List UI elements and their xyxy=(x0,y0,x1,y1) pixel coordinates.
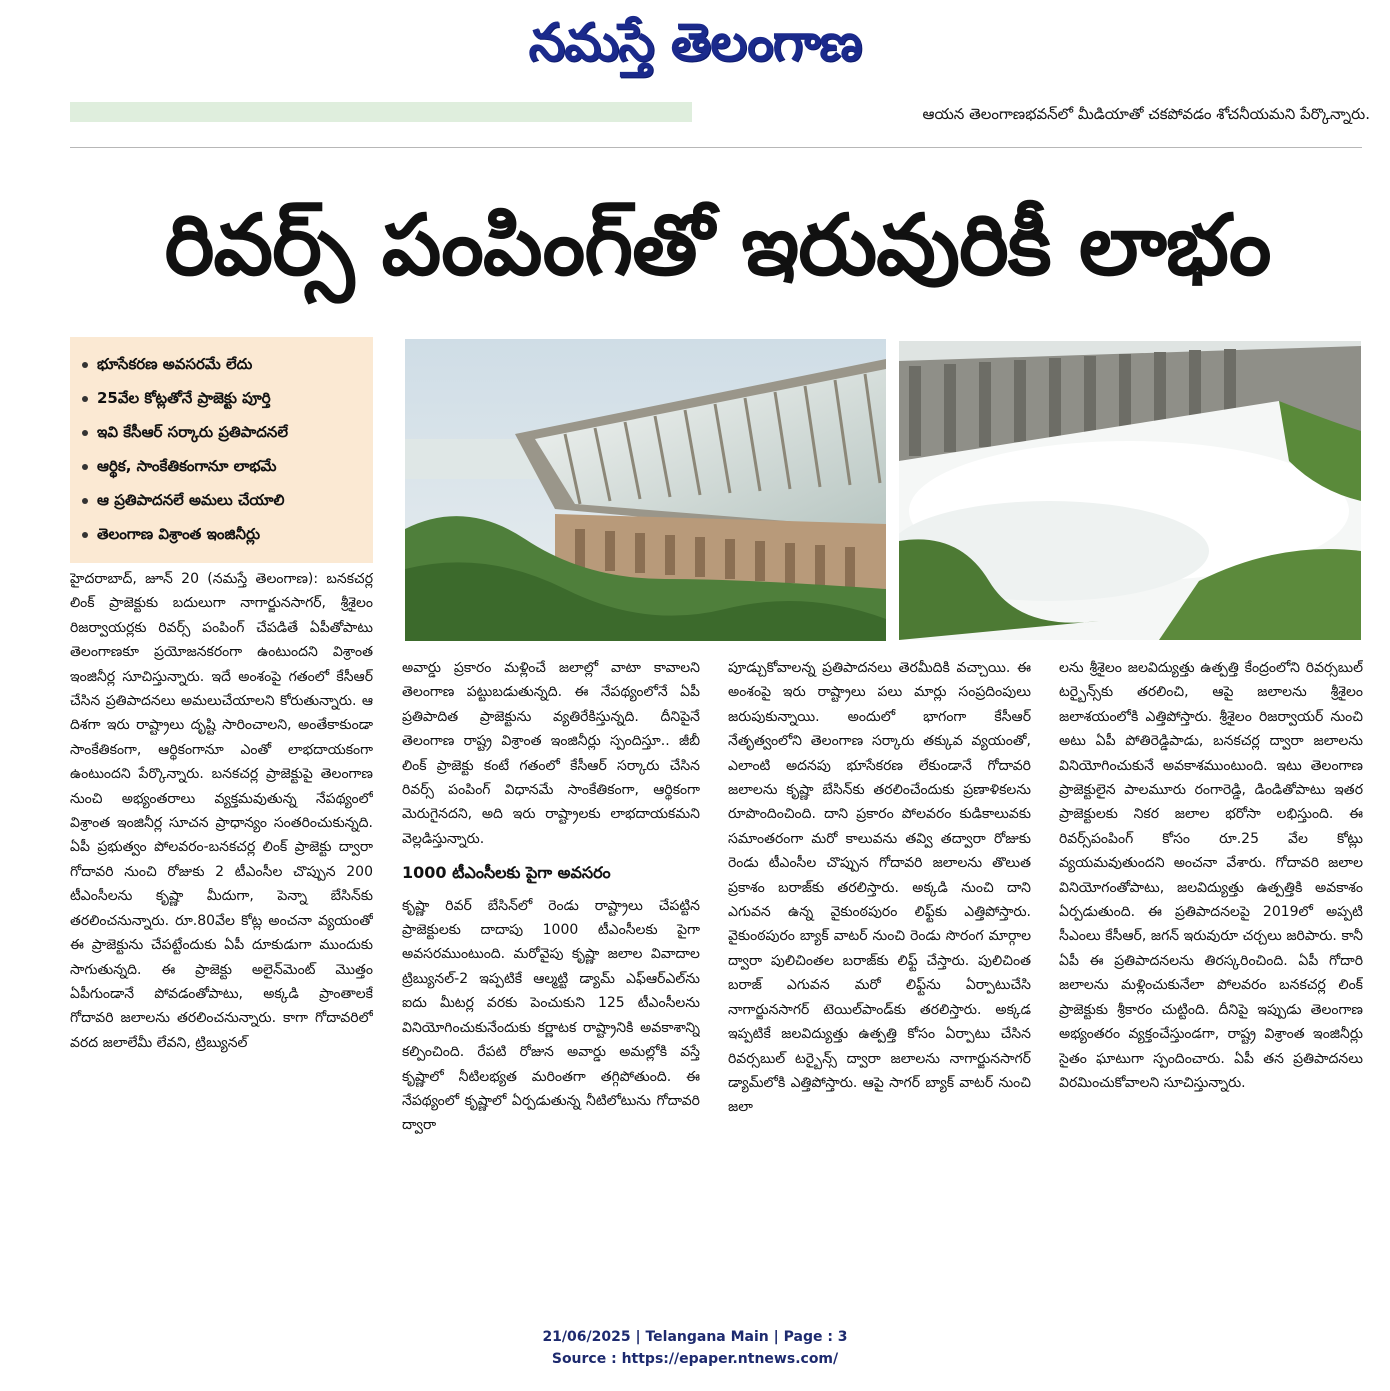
section-subheading: 1000 టీఎంసీలకు పైగా అవసరం xyxy=(402,863,611,883)
newspaper-logo: నమస్తే తెలంగాణ xyxy=(528,13,862,73)
highlight-item: ఇవి కేసీఆర్ సర్కారు ప్రతిపాదనలే xyxy=(82,415,365,449)
paragraph: అవార్డు ప్రకారం మళ్లించే జలాల్లో వాటా కావాలని తెలంగాణ పట్టుబడుతున్నది. ఈ నేపథ్యంలోనే ఏపీ ప్రతిపాదిత ప్రాజెక్టును వ్యతిరేకిస్తున్నది. దీనిపైనే తెలంగాణ రాష్ట్ర విశ్రాంత ఇంజినీర్లు స్పందిస్తూ.. జీబీ లింక్ ప్రాజెక్టు కంటే గతంలో కేసీఆర్ సర్కారు చేసిన రివర్స్ పంపింగ్ విధానమే సాంకేతికంగా, ఆర్థికంగా మెరుగైనదని, అది ఇరు రాష్ట్రాలకు లాభదాయకమని వెల్లడిస్తున్నారు. xyxy=(402,660,700,847)
highlight-item: 25వేల కోట్లతోనే ప్రాజెక్టు పూర్తి xyxy=(82,381,365,415)
dam-photo-icon xyxy=(405,339,886,641)
article-column-2 xyxy=(402,656,700,1277)
header-divider xyxy=(70,147,1362,148)
highlights-box xyxy=(70,337,373,563)
footer-date-page: 21/06/2025 | Telangana Main | Page : 3 xyxy=(542,1329,848,1345)
header-green-bar xyxy=(70,102,692,122)
paragraph: పూడ్చుకోవాలన్న ప్రతిపాదనలు తెరమీదికి వచ్చాయి. ఈ అంశంపై ఇరు రాష్ట్రాలు పలు మార్లు సంప్రదింపులు జరుపుకున్నాయి. అందులో భాగంగా కేసీఆర్ నేతృత్వంలోని తెలంగాణ సర్కారు తక్కువ వ్యయంతో, ఎలాంటి అదనపు భూసేకరణ లేకుండానే గోదావరి జలాలను కృష్ణా బేసిన్‌కు తరలించేందుకు ప్రణాళికలను రూపొందించింది. దాని ప్రకారం పోలవరం కుడికాలువకు సమాంతరంగా మరో కాలువను తవ్వి తద్వారా రోజుకు రెండు టీఎంసీల చొప్పున గోదావరి జలాలను తొలుత ప్రకాశం బరాజ్‌కు తరలిస్తారు. అక్కడి నుంచి దాని ఎగువన ఉన్న వైకుంఠపురం లిఫ్ట్‌కు ఎత్తిపోస్తారు. వైకుంఠపురం బ్యాక్ వాటర్ నుంచి రెండు సొరంగ మార్గాల ద్వారా పులిచింతల బరాజ్‌కు లిఫ్ట్ చేస్తారు. పులిచింత బరాజ్ ఎగువన మరో లిఫ్ట్‌ను ఏర్పాటుచేసి నాగార్జునసాగర్ టెయిల్‌పాండ్‌కు తరలిస్తారు. అక్కడ ఇప్పటికే జలవిద్యుత్తు ఉత్పత్తి కోసం ఏర్పాటు చేసిన రివర్సబుల్ టర్బైన్స్ ద్వారా జలాలను నాగార్జునసాగర్ డ్యామ్‌లోకి ఎత్తిపోస్తారు. ఆపై సాగర్ బ్యాక్ వాటర్ నుంచి జలా xyxy=(728,660,1031,1116)
highlight-item: తెలంగాణ విశ్రాంత ఇంజినీర్లు xyxy=(82,517,365,551)
page-footer xyxy=(0,1326,1390,1370)
bullet-icon xyxy=(82,464,88,470)
top-continuation-line: ఆయన తెలంగాణభవన్‌లో మీడియాతో చకపోవడం శోచనీయమని పేర్కొన్నారు. xyxy=(922,105,1370,123)
bullet-icon xyxy=(82,532,88,538)
highlight-item: ఆ ప్రతిపాదనలే అమలు చేయాలి xyxy=(82,483,365,517)
article-column-3 xyxy=(728,656,1031,1277)
highlights-list xyxy=(82,347,365,551)
highlight-item: ఆర్థిక, సాంకేతికంగానూ లాభమే xyxy=(82,449,365,483)
highlight-item: భూసేకరణ అవసరమే లేదు xyxy=(82,347,365,381)
paragraph: కృష్ణా రివర్ బేసిన్‌లో రెండు రాష్ట్రాలు చేపట్టిన ప్రాజెక్టులకు దాదాపు 1000 టీఎంసీలకు పైగా అవసరముంటుంది. మరోవైపు కృష్ణా జలాల వివాదాల ట్రిబ్యునల్-2 ఇప్పటికే ఆల్మట్టి డ్యామ్ ఎఫ్‌ఆర్‌ఎల్‌ను ఐదు మీటర్ల వరకు పెంచుకుని 125 టీఎంసీలను వినియోగించుకునేందుకు కర్ణాటక రాష్ట్రానికి అవకాశాన్ని కల్పించింది. రేపటి రోజున అవార్డు అమల్లోకి వస్తే కృష్ణాలో నీటిలభ్యత మరింతగా తగ్గిపోతుంది. ఈ నేపథ్యంలో కృష్ణాలో ఏర్పడుతున్న నీటిలోటును గోదావరి ద్వారా xyxy=(402,897,700,1134)
paragraph: లను శ్రీశైలం జలవిద్యుత్తు ఉత్పత్తి కేంద్రంలోని రివర్సబుల్ టర్బైన్స్‌కు తరలించి, ఆపై జలాలను శ్రీశైలం జలాశయంలోకి ఎత్తిపోస్తారు. శ్రీశైలం రిజర్వాయర్ నుంచి అటు ఏపీ పోతిరెడ్డిపాడు, బనకచర్ల ద్వారా జలాలను వినియోగించుకునే అవకాశముంటుంది. ఇటు తెలంగాణ ప్రాజెక్టులైన పాలమూరు రంగారెడ్డి, డిండితోపాటు ఇతర ప్రాజెక్టులకు నికర జలాల భరోసా లభిస్తుంది. ఈ రివర్స్‌పంపింగ్ కోసం రూ.25 వేల కోట్లు వ్యయమవుతుందని అంచనా వేశారు. గోదావరి జలాల వినియోగంతోపాటు, జలవిద్యుత్తు ఉత్పత్తికి అవకాశం ఏర్పడుతుంది. ఈ ప్రతిపాదనలపై 2019లో అప్పటి సీఎంలు కేసీఆర్, జగన్ ఇరువురూ చర్చలు జరిపారు. కానీ ఏపీ ఈ ప్రతిపాదనలను తిరస్కరించింది. ఏపీ గోదారి జలాలను మళ్లించుకునేలా పోలవరం బనకచర్ల లింక్ ప్రాజెక్టుకు శ్రీకారం చుట్టింది. దీనిపై ఇప్పుడు తెలంగాణ అభ్యంతరం వ్యక్తంచేస్తుండగా, రాష్ట్ర విశ్రాంత ఇంజినీర్లు సైతం ఘాటుగా స్పందించారు. ఏపీ తన ప్రతిపాదనలు విరమించుకోవాలని సూచిస్తున్నారు. xyxy=(1059,660,1363,1091)
footer-source: Source : https://epaper.ntnews.com/ xyxy=(551,1351,839,1367)
bullet-icon xyxy=(82,430,88,436)
bullet-icon xyxy=(82,396,88,402)
bullet-icon xyxy=(82,362,88,368)
dam-spillway-photo-icon xyxy=(899,341,1361,640)
article-column-4 xyxy=(1059,656,1363,1277)
bullet-icon xyxy=(82,498,88,504)
article-headline: రివర్స్ పంపింగ్‌తో ఇరువురికీ లాభం xyxy=(164,196,1271,294)
article-column-1 xyxy=(70,567,373,1277)
masthead xyxy=(0,0,1390,90)
paragraph: హైదరాబాద్, జూన్ 20 (నమస్తే తెలంగాణ): బనకచర్ల లింక్ ప్రాజెక్టుకు బదులుగా నాగార్జునసాగర్, శ్రీశైలం రిజర్వాయర్లకు రివర్స్ పంపింగ్ చేపడితే ఏపీతోపాటు తెలంగాణకూ ప్రయోజనకరంగా ఉంటుందని విశ్రాంత ఇంజినీర్ల సూచిస్తున్నారు. ఇదే అంశంపై గతంలో కేసీఆర్ చేసిన ప్రతిపాదనలు అమలుచేయాలని కోరుతున్నారు. ఆ దిశగా ఇరు రాష్ట్రాలు దృష్టి సారించాలని, అంతేకాకుండా సాంకేతికంగా, ఆర్థికంగానూ ఎంతో లాభదాయకంగా ఉంటుందని పేర్కొన్నారు. బనకచర్ల ప్రాజెక్టుపై తెలంగాణ నుంచి అభ్యంతరాలు వ్యక్తమవుతున్న నేపథ్యంలో విశ్రాంత ఇంజినీర్ల సూచన ప్రాధాన్యం సంతరించుకున్నది. ఏపీ ప్రభుత్వం పోలవరం-బనకచర్ల లింక్ ప్రాజెక్టు ద్వారా గోదావరి నుంచి రోజుకు 2 టీఎంసీల చొప్పున 200 టీఎంసీలను కృష్ణా మీదుగా, పెన్నా బేసిన్‌కు తరలించనున్నారు. రూ.80వేల కోట్ల అంచనా వ్యయంతో ఈ ప్రాజెక్టును చేపట్టేందుకు ఏపీ దూకుడుగా ముందుకు సాగుతున్నది. ఈ ప్రాజెక్టు అలైన్‌మెంట్ మొత్తం ఏపీగుండానే పోవడంతోపాటు, అక్కడి ప్రాంతాలకే గోదావరి జలాలను తరలించనున్నారు. కాగా గోదావరిలో వరద జలాలేమీ లేవని, ట్రిబ్యునల్ xyxy=(70,571,373,1051)
